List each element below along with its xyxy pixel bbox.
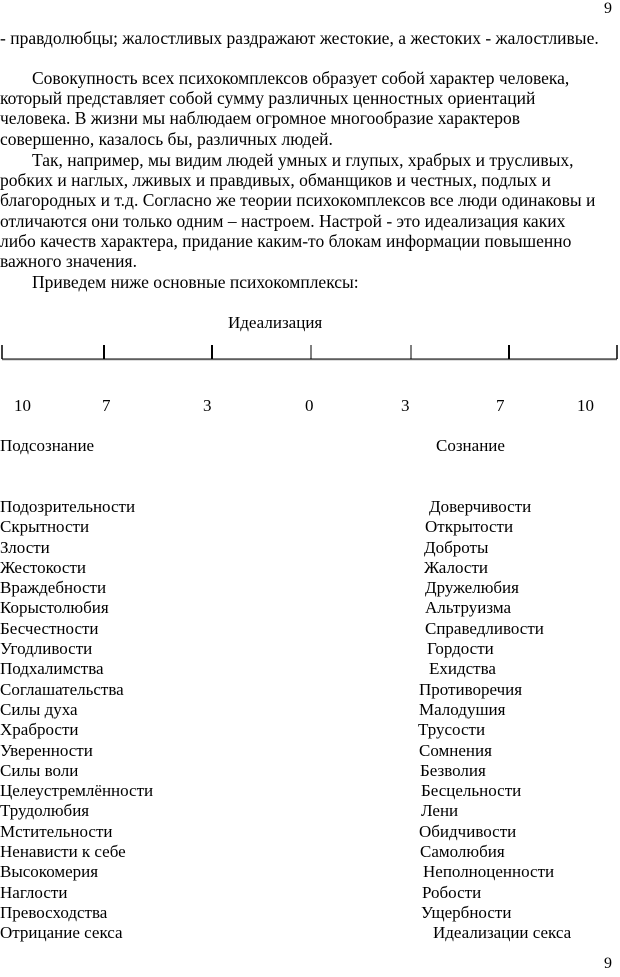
list-item: Храбрости — [0, 720, 79, 740]
list-item: Злости — [0, 537, 50, 557]
list-item: Подозрительности — [0, 497, 136, 516]
paragraph-character: Совокупность всех психокомплексов образует собой характер человека, который представляет собой сумму различных ценностных ориентаций человека. В жизни мы наблюдаем огромное многообразие характеров совершенно, казалось бы, различных людей. — [0, 68, 570, 149]
left-complex-list — [0, 497, 153, 944]
list-item: Целеустремлённости — [0, 781, 154, 801]
list-item: Сомнения — [419, 740, 492, 760]
list-item: Бесчестности — [0, 618, 99, 638]
list-item: Подхалимства — [0, 659, 104, 679]
tick-label: 10 — [577, 396, 594, 415]
right-complex-list — [418, 497, 571, 944]
list-item: Неполноценности — [423, 862, 555, 882]
list-item: Жестокости — [0, 557, 86, 577]
list-item: Превосходства — [0, 902, 108, 922]
scale-ticks — [0, 396, 620, 416]
list-item: Силы духа — [0, 699, 78, 719]
list-item: Уверенности — [0, 740, 93, 760]
list-item: Ущербности — [421, 902, 512, 922]
list-item: Дружелюбия — [425, 578, 519, 598]
page-number-bottom: 9 — [604, 955, 612, 972]
scale-title: Идеализация — [228, 313, 323, 332]
list-item: Робости — [422, 882, 482, 902]
list-item: Справедливости — [425, 618, 544, 638]
list-item: Высокомерия — [0, 862, 99, 882]
list-item: Трудолюбия — [0, 801, 90, 821]
list-item: Открытости — [425, 517, 514, 537]
list-item: Соглашательства — [0, 679, 124, 699]
subconscious-label: Подсознание — [0, 436, 95, 455]
page-number-top: 9 — [604, 0, 612, 17]
list-item: Лени — [421, 801, 459, 821]
list-item: Ехидства — [429, 659, 496, 679]
list-item: Мстительности — [0, 821, 113, 841]
list-item: Враждебности — [0, 578, 107, 598]
list-item: Гордости — [427, 639, 494, 659]
tick-label: 3 — [203, 396, 212, 415]
list-item: Бесцельности — [421, 781, 522, 801]
tick-label: 7 — [102, 396, 111, 415]
list-item: Наглости — [0, 882, 68, 902]
paragraph-list-intro: Приведем ниже основные психокомплексы: — [32, 272, 359, 292]
list-item: Противоречия — [419, 679, 523, 699]
list-item: Идеализации секса — [433, 923, 572, 943]
paragraph-example: Так, например, мы видим людей умных и глупых, храбрых и трусливых, робких и наглых, лживых и правдивых, обманщиков и честных, подлых и благородных и т.д. Согласно же теории психокомплексов все люди одинаковы и отличаются они только одним – настроем. Настрой - это идеализация каких либо качеств характера, придание каким-то блокам информации повышенно важного значения. — [0, 150, 596, 272]
list-item: Обидчивости — [419, 821, 517, 841]
list-item: Трусости — [418, 720, 486, 740]
list-item: Безволия — [420, 760, 486, 780]
list-item: Доверчивости — [429, 497, 532, 516]
list-item: Отрицание секса — [0, 923, 123, 943]
list-item: Малодушия — [419, 699, 506, 719]
list-item: Альтруизма — [425, 598, 512, 618]
list-item: Корыстолюбия — [0, 598, 109, 618]
list-item: Самолюбия — [420, 842, 505, 862]
list-item: Скрытности — [0, 517, 90, 537]
list-item: Доброты — [424, 537, 489, 557]
tick-label: 7 — [496, 396, 505, 415]
idealization-scale — [0, 343, 620, 367]
conscious-label: Сознание — [436, 436, 505, 455]
list-item: Ненависти к себе — [0, 842, 126, 862]
tick-label: 0 — [305, 396, 314, 415]
paragraph-intro: - правдолюбцы; жалостливых раздражают жестокие, а жестоких - жалостливые. — [0, 28, 599, 48]
list-item: Жалости — [424, 557, 488, 577]
tick-label: 10 — [14, 396, 31, 415]
tick-label: 3 — [401, 396, 410, 415]
list-item: Силы воли — [0, 760, 79, 780]
list-item: Угодливости — [0, 639, 93, 659]
